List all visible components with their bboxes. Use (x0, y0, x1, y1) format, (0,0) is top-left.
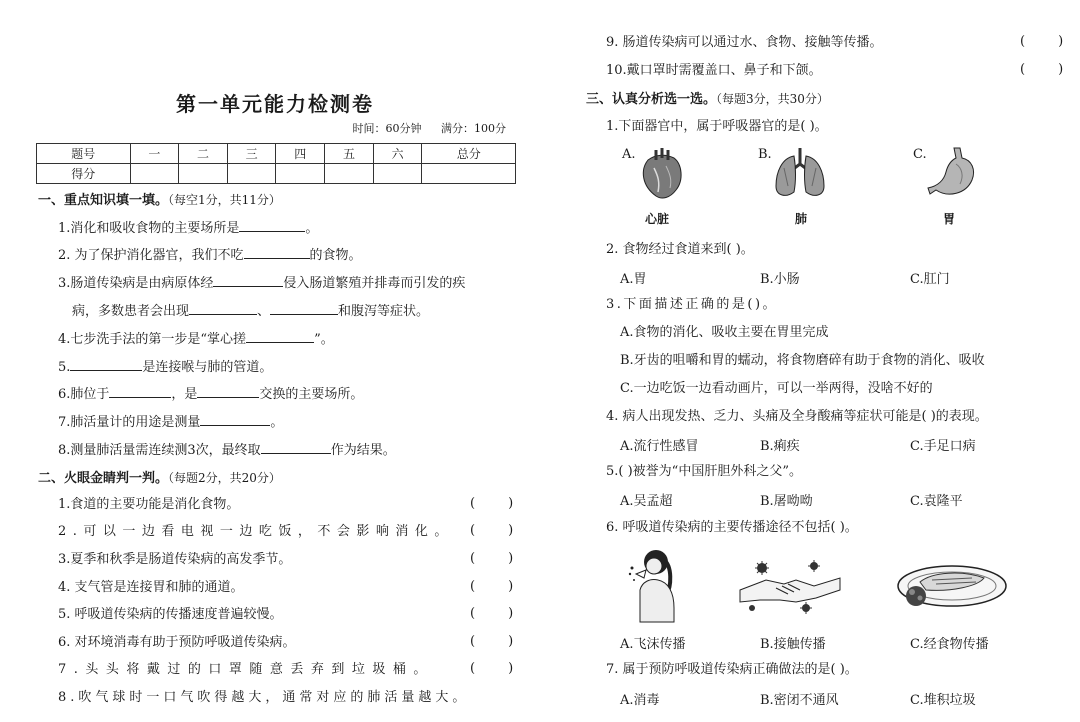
option-c[interactable]: C.一边吃饭一边看动画片，可以一举两得，没啥不好的 (620, 381, 933, 396)
fill-question-4 (58, 330, 334, 349)
image-caption: 胃 (943, 212, 956, 226)
option-letter: B. (758, 147, 772, 162)
option-a[interactable]: A.流行性感冒 (620, 439, 699, 454)
score-input-cell[interactable] (422, 164, 516, 184)
option-letter: C. (913, 147, 927, 162)
question-text: 1.消化和吸收食物的主要场所是 (58, 221, 240, 236)
options-q7 (620, 689, 1060, 707)
judge-item: 2.可以一边看电视一边吃饭，不会影响消化。 (58, 524, 454, 539)
answer-blank[interactable] (244, 246, 310, 259)
score-cell: 二 (179, 144, 228, 164)
option-b[interactable]: B.牙齿的咀嚼和胃的蠕动，将食物磨碎有助于食物的消化、吸收 (620, 353, 985, 368)
judge-item: 1.食道的主要功能是消化食物。 (58, 497, 240, 512)
fill-question-2 (58, 246, 362, 265)
question-text: 5. (58, 360, 71, 375)
answer-parentheses[interactable]: ( ) (470, 661, 514, 676)
answer-parentheses[interactable]: ( ) (470, 606, 514, 621)
options-q4 (620, 435, 1060, 453)
question-text: 。 (305, 221, 319, 236)
question-text: 侵入肠道繁殖并排毒而引发的疾 (283, 276, 466, 291)
answer-parentheses[interactable]: ( ) (470, 551, 514, 566)
fill-question-6 (58, 385, 363, 404)
score-cell: 题号 (37, 144, 131, 164)
answer-parentheses[interactable]: ( ) (470, 496, 514, 511)
right-column (540, 0, 1080, 722)
choice-question-4: 4. 病人出现发热、乏力、头痛及全身酸痛等症状可能是( )的表现。 (606, 409, 988, 424)
score-input-cell[interactable] (179, 164, 228, 184)
answer-parentheses[interactable]: ( ) (1020, 62, 1064, 77)
choice-question-6: 6. 呼吸道传染病的主要传播途径不包括( )。 (606, 520, 858, 535)
option-a[interactable]: A.食物的消化、吸收主要在胃里完成 (620, 325, 829, 340)
answer-blank[interactable] (213, 274, 283, 287)
score-input-cell[interactable] (130, 164, 179, 184)
answer-blank[interactable] (270, 302, 338, 315)
option-a[interactable]: A.胃 (620, 272, 647, 287)
answer-parentheses[interactable]: ( ) (1020, 34, 1064, 49)
score-input-cell[interactable] (373, 164, 422, 184)
option-b[interactable]: B.接触传播 (760, 637, 826, 652)
option-letter: A. (622, 147, 636, 162)
answer-blank[interactable] (197, 385, 259, 398)
fill-question-3 (58, 274, 465, 293)
page-title: 第一单元能力检测卷 (176, 92, 374, 116)
sneezing-girl-image[interactable] (626, 546, 688, 624)
score-cell: 五 (325, 144, 374, 164)
fill-question-1 (58, 219, 318, 238)
score-cell: 得分 (37, 164, 131, 184)
judge-item: 9. 肠道传染病可以通过水、食物、接触等传播。 (606, 35, 883, 50)
judge-item: 8.吹气球时一口气吹得越大，通常对应的肺活量越大。 (58, 690, 470, 705)
option-c[interactable]: C.肛门 (910, 272, 950, 287)
section2-heading (38, 469, 281, 488)
judge-item: 10.戴口罩时需覆盖口、鼻子和下颌。 (606, 63, 822, 78)
section3-heading (586, 90, 829, 109)
options-q2 (620, 268, 1060, 286)
answer-parentheses[interactable]: ( ) (470, 523, 514, 538)
option-a[interactable]: A.飞沫传播 (620, 637, 686, 652)
question-text: 2. 为了保护消化器官，我们不吃 (58, 248, 244, 263)
section1-heading (38, 191, 281, 210)
option-c[interactable]: C.手足口病 (910, 439, 976, 454)
question-text: ”。 (314, 332, 334, 347)
question-text: 、 (257, 304, 271, 319)
question-text: 4.七步洗手法的第一步是“掌心搓 (58, 332, 247, 347)
score-table (36, 143, 516, 184)
question-text: 7.肺活量计的用途是测量 (58, 415, 201, 430)
judge-item: 4. 支气管是连接胃和肺的通道。 (58, 580, 244, 595)
section1-title: 一、重点知识填一填。 (38, 193, 169, 208)
section3-title: 三、认真分析选一选。 (586, 92, 717, 107)
image-caption: 心脏 (645, 212, 670, 226)
exam-full-score: 满分：100分 (441, 122, 506, 135)
answer-blank[interactable] (189, 302, 257, 315)
score-cell: 总分 (422, 144, 516, 164)
option-b[interactable]: B.屠呦呦 (760, 494, 813, 509)
judge-item: 7.头头将戴过的口罩随意丢弃到垃圾桶。 (58, 662, 434, 677)
score-cell: 四 (276, 144, 325, 164)
fill-question-7 (58, 413, 283, 432)
question-text: 交换的主要场所。 (259, 387, 364, 402)
choice-question-3: 3.下面描述正确的是()。 (606, 297, 779, 312)
answer-parentheses[interactable]: ( ) (470, 579, 514, 594)
option-a[interactable]: A.消毒 (620, 693, 660, 708)
option-b[interactable]: B.密闭不通风 (760, 693, 839, 708)
question-text: 的食物。 (309, 248, 362, 263)
choice-question-5: 5.( )被誉为“中国肝胆外科之父”。 (606, 464, 802, 479)
score-input-cell[interactable] (227, 164, 276, 184)
question-text: 病，多数患者会出现 (72, 304, 190, 319)
answer-blank[interactable] (239, 219, 305, 232)
option-c[interactable]: C.经食物传播 (910, 637, 989, 652)
judge-item: 5. 呼吸道传染病的传播速度普遍较慢。 (58, 607, 283, 622)
score-table-header-row (37, 144, 516, 164)
section3-note: （每题3分，共30分） (716, 92, 829, 106)
option-a[interactable]: A.吴孟超 (620, 494, 673, 509)
choice-question-7: 7. 属于预防呼吸道传染病正确做法的是( )。 (606, 662, 858, 677)
question-text: 3.肠道传染病是由病原体经 (58, 276, 214, 291)
answer-parentheses[interactable]: ( ) (470, 634, 514, 649)
answer-blank[interactable] (261, 441, 331, 454)
judge-item: 6. 对环境消毒有助于预防呼吸道传染病。 (58, 635, 296, 650)
choice-question-1: 1.下面器官中，属于呼吸器官的是( )。 (606, 119, 828, 134)
lungs-image[interactable] (772, 146, 828, 200)
question-text: ，是 (171, 387, 198, 402)
section1-note: （每空1分，共11分） (168, 193, 281, 207)
score-cell: 一 (130, 144, 179, 164)
exam-meta (353, 120, 507, 136)
fill-question-8 (58, 441, 396, 460)
answer-blank[interactable] (200, 413, 270, 426)
score-cell: 三 (227, 144, 276, 164)
heart-image[interactable] (638, 146, 686, 200)
food-plate-image[interactable] (892, 556, 1008, 616)
score-input-cell[interactable] (325, 164, 374, 184)
question-text: 作为结果。 (330, 443, 396, 458)
stomach-image[interactable] (926, 146, 982, 200)
fill-question-3-cont (72, 302, 429, 321)
choice-question-2: 2. 食物经过食道来到( )。 (606, 242, 754, 257)
question-text: 6.肺位于 (58, 387, 110, 402)
question-text: 。 (270, 415, 284, 430)
section2-title: 二、火眼金睛判一判。 (38, 471, 169, 486)
exam-time: 时间：60分钟 (352, 122, 422, 135)
answer-blank[interactable] (246, 330, 314, 343)
question-text: 是连接喉与肺的管道。 (142, 360, 273, 375)
answer-blank[interactable] (70, 358, 142, 371)
score-input-cell[interactable] (276, 164, 325, 184)
option-c[interactable]: C.堆积垃圾 (910, 693, 976, 708)
options-q6 (620, 633, 1060, 651)
score-cell: 六 (373, 144, 422, 164)
option-b[interactable]: B.痢疾 (760, 439, 800, 454)
option-b[interactable]: B.小肠 (760, 272, 800, 287)
option-c[interactable]: C.袁隆平 (910, 494, 963, 509)
options-q5 (620, 490, 1060, 508)
handshake-image[interactable] (736, 556, 844, 614)
image-caption: 肺 (795, 212, 808, 226)
question-text: 8.测量肺活量需连续测3次，最终取 (58, 443, 261, 458)
score-table-score-row (37, 164, 516, 184)
fill-question-5 (58, 358, 272, 377)
answer-blank[interactable] (109, 385, 171, 398)
question-text: 和腹泻等症状。 (338, 304, 430, 319)
judge-item: 3.夏季和秋季是肠道传染病的高发季节。 (58, 552, 292, 567)
section2-note: （每题2分，共20分） (168, 471, 281, 485)
